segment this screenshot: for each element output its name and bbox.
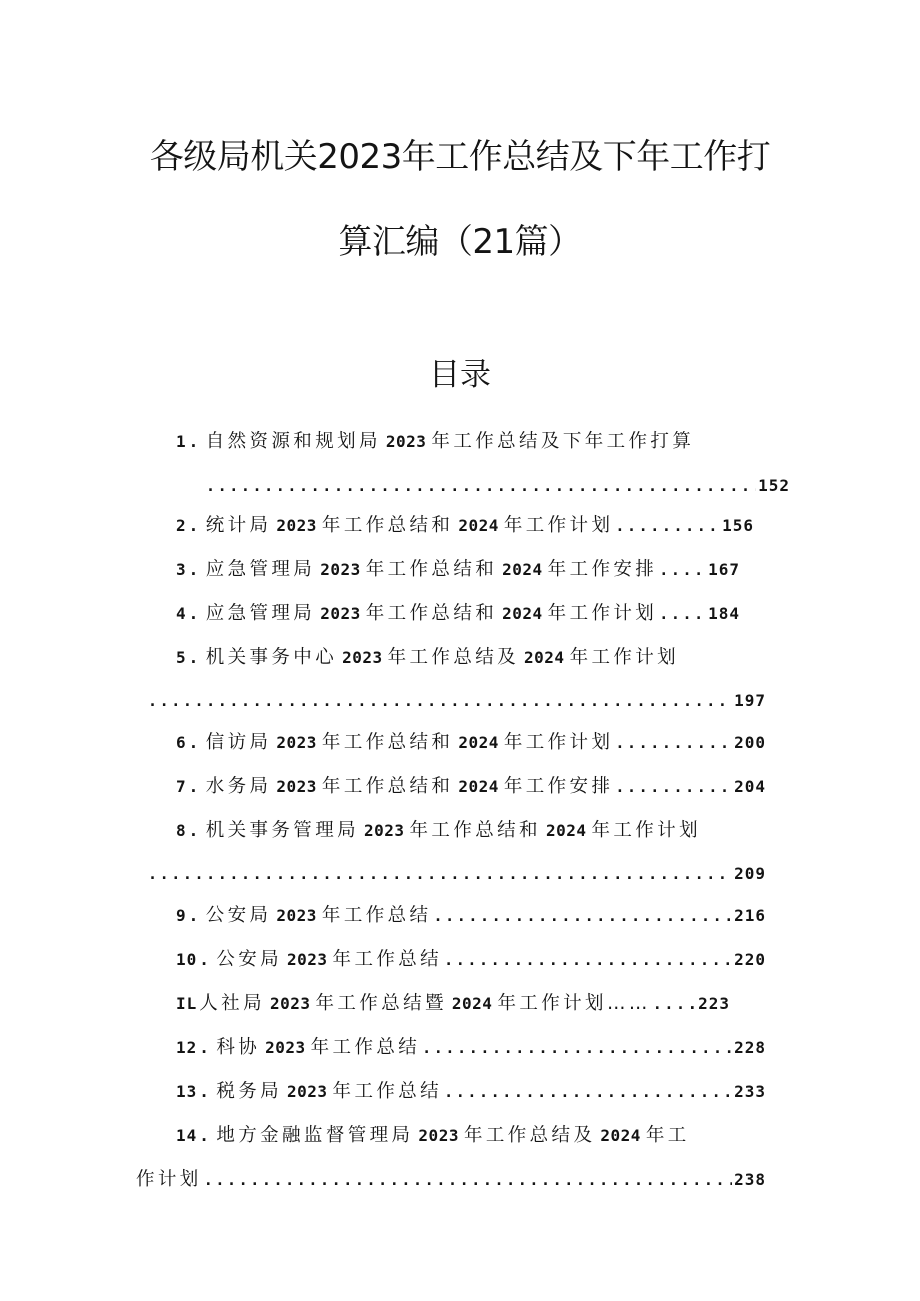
dot-leader: [204, 1165, 732, 1195]
toc-entry-title: 公安局 2023 年工作总结: [216, 949, 443, 970]
dot-leader: [659, 555, 706, 585]
toc-entry-10: [176, 945, 766, 975]
toc-entry-title: 应急管理局 2023 年工作总结和 2024 年工作安排: [205, 559, 658, 580]
toc-entry-separator: .: [199, 950, 213, 969]
toc-entry-separator: .: [188, 821, 202, 840]
toc-entry-separator: .: [188, 733, 202, 752]
toc-entry-page: 228: [734, 1038, 766, 1057]
toc-entry-page: .223: [687, 994, 730, 1013]
toc-entry-page: 156: [722, 516, 754, 535]
toc-entry-number: 2: [176, 516, 187, 535]
dot-leader: [433, 901, 732, 931]
toc-entry-page: 200: [734, 733, 766, 752]
toc-entry-page: 233: [734, 1082, 766, 1101]
dot-leader: [615, 728, 732, 758]
toc-entry-separator: .: [199, 1082, 213, 1101]
toc-entry-8-continuation: [146, 859, 766, 889]
toc-entry-title: 公安局 2023 年工作总结: [205, 905, 432, 926]
dot-leader: [148, 859, 732, 889]
toc-entry-14: [176, 1121, 716, 1151]
dot-leader: [422, 1033, 732, 1063]
toc-entry-separator: .: [188, 604, 202, 623]
toc-entry-title: 机关事务中心 2023 年工作总结及 2024 年工作计划: [205, 647, 680, 668]
toc-entry-14-continuation: [136, 1165, 766, 1195]
toc-entry-separator: .: [199, 1038, 213, 1057]
toc-entry-page: 216: [734, 906, 766, 925]
document-title-line-2: 算汇编（21篇）: [338, 222, 582, 262]
toc-entry-page: 197: [734, 691, 766, 710]
toc-entry-separator: .: [188, 432, 202, 451]
toc-entry-number: 6: [176, 733, 187, 752]
dot-leader: [615, 772, 732, 802]
toc-entry-separator: .: [188, 516, 202, 535]
toc-entry-title: 应急管理局 2023 年工作总结和 2024 年工作计划: [205, 603, 658, 624]
dot-leader: [148, 686, 732, 716]
dot-leader: [615, 511, 720, 541]
dot-leader: [659, 599, 706, 629]
toc-entry-title: 自然资源和规划局 2023 年工作总结及下年工作打算: [205, 431, 695, 452]
toc-entry-1-continuation: [204, 471, 790, 501]
toc-entry-page: 167: [708, 560, 740, 579]
toc-entry-page: 204: [734, 777, 766, 796]
toc-entry-page: 220: [734, 950, 766, 969]
toc-entry-2: [176, 511, 754, 541]
dot-leader: [444, 1077, 732, 1107]
toc-entry-number: 13: [176, 1082, 198, 1101]
toc-entry-9: [176, 901, 766, 931]
dot-leader: [206, 471, 756, 501]
toc-entry-number: 1: [176, 432, 187, 451]
toc-entry-title: 机关事务管理局 2023 年工作总结和 2024 年工作计划: [205, 820, 701, 841]
toc-entry-number: 7: [176, 777, 187, 796]
toc-entry-separator: .: [188, 560, 202, 579]
toc-entry-title: 税务局 2023 年工作总结: [216, 1081, 443, 1102]
toc-entry-number: 4: [176, 604, 187, 623]
toc-entry-title: 科协 2023 年工作总结: [216, 1037, 421, 1058]
toc-entry-5: [176, 643, 718, 673]
toc-entry-number: 8: [176, 821, 187, 840]
toc-entry-page: 209: [734, 864, 766, 883]
toc-entry-separator: .: [188, 906, 202, 925]
toc-entry-number: 9: [176, 906, 187, 925]
toc-entry-page: 152: [758, 476, 790, 495]
toc-entry-separator: .: [199, 1126, 213, 1145]
toc-entry-number: IL: [176, 994, 198, 1013]
toc-entry-number: 3: [176, 560, 187, 579]
toc-entry-4: [176, 599, 740, 629]
toc-entry-3: [176, 555, 740, 585]
toc-entry-page: 238: [734, 1170, 766, 1189]
toc-entry-8: [176, 816, 742, 846]
toc-entry-12: [176, 1033, 766, 1063]
toc-entry-1: [176, 427, 732, 457]
toc-entry-separator: .: [188, 648, 202, 667]
toc-entry-number: 12: [176, 1038, 198, 1057]
toc-entry-separator: .: [188, 777, 202, 796]
toc-entry-number: 10: [176, 950, 198, 969]
toc-entry-title: 信访局 2023 年工作总结和 2024 年工作计划: [205, 732, 614, 753]
toc-entry-page: 184: [708, 604, 740, 623]
toc-entry-number: 14: [176, 1126, 198, 1145]
toc-entry-number: 5: [176, 648, 187, 667]
toc-entry-5-continuation: [146, 686, 766, 716]
toc-entry-7: [176, 772, 766, 802]
dot-leader: [653, 989, 686, 1019]
toc-entry-13: [176, 1077, 766, 1107]
document-title-line-1: 各级局机关2023年工作总结及下年工作打: [149, 137, 771, 177]
toc-entry-title: 地方金融监督管理局 2023 年工作总结及 2024 年工: [216, 1125, 690, 1146]
toc-entry-11: [176, 989, 730, 1019]
toc-entry-title: 水务局 2023 年工作总结和 2024 年工作安排: [205, 776, 614, 797]
toc-entry-title: 统计局 2023 年工作总结和 2024 年工作计划: [205, 515, 614, 536]
toc-entry-title: 人社局 2023 年工作总结暨 2024 年工作计划……: [199, 993, 651, 1014]
toc-entry-6: [176, 728, 766, 758]
toc-entry-title-cont: 作计划: [136, 1169, 202, 1190]
toc-heading: 目录: [429, 357, 491, 393]
dot-leader: [444, 945, 732, 975]
